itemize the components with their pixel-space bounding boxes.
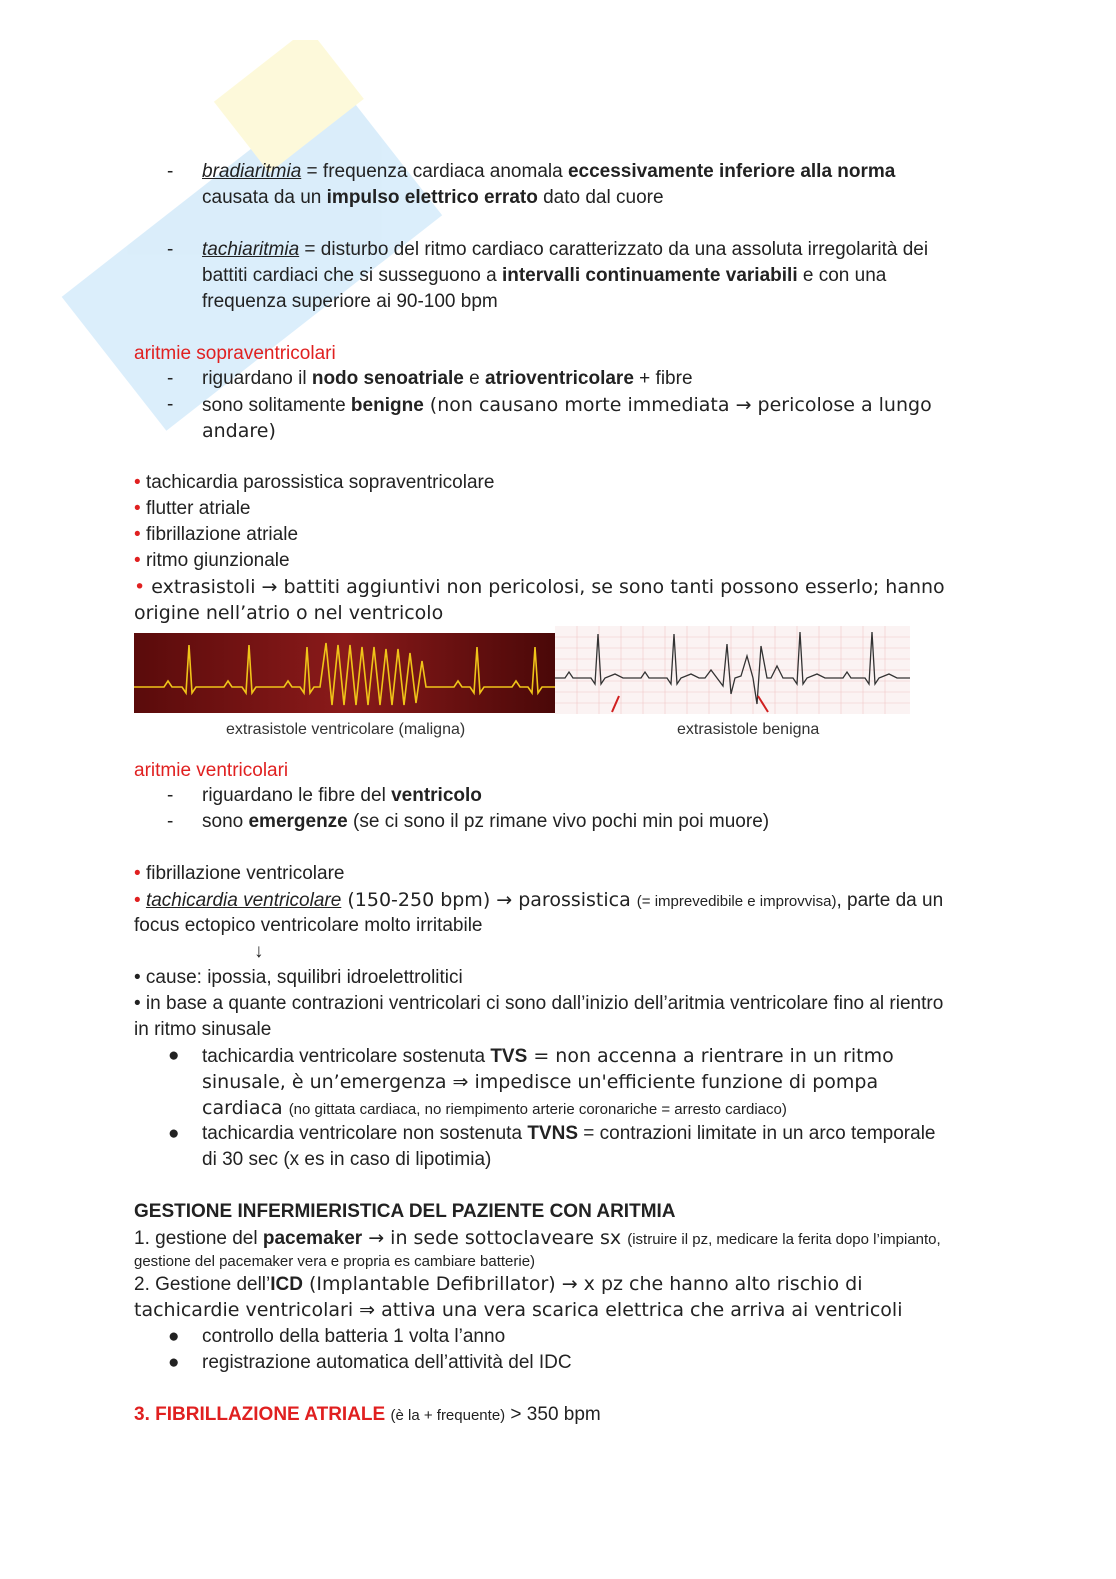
supra-item: • tachicardia parossistica sopraventricolare: [134, 472, 495, 493]
tachy-line-3: frequenza superiore ai 90-100 bpm: [202, 291, 498, 312]
figure-caption-left: extrasistole ventricolare (maligna): [226, 721, 466, 738]
list-dash: -: [167, 785, 174, 806]
fa-heading-line: 3. FIBRILLAZIONE ATRIALE (è la + frequente) > 350 bpm: [134, 1404, 601, 1425]
fa-heading: 3. FIBRILLAZIONE ATRIALE: [134, 1404, 386, 1425]
list-dot: ●: [168, 1123, 180, 1144]
ventr-item-fib: • fibrillazione ventricolare: [134, 863, 345, 884]
list-dash: -: [167, 161, 174, 182]
ventr-item-tv-cont: focus ectopico ventricolare molto irritabile: [134, 915, 483, 936]
gestione-p1: 1. gestione del pacemaker → in sede sottoclaveare sx (istruire il pz, medicare la ferita dopo l’impianto,: [134, 1227, 941, 1249]
tachy-term: tachiaritmia: [202, 239, 300, 260]
list-dot: ●: [168, 1326, 180, 1347]
supra-desc-2: sono solitamente benigne (non causano morte immediata → pericolose a lungo: [202, 394, 932, 416]
tachy-line-1: tachiaritmia = disturbo del ritmo cardiaco caratterizzato da una assoluta irregolarità dei: [202, 239, 929, 260]
figure-caption-right: extrasistole benigna: [677, 721, 820, 738]
supra-desc-2-cont: andare): [202, 420, 276, 442]
supra-heading: aritmie sopraventricolari: [134, 343, 336, 364]
gestione-p1-cont: gestione del pacemaker vera e propria es cambiare batterie): [134, 1253, 536, 1270]
ventr-item-tv: • tachicardia ventricolare (150-250 bpm) → parossistica (= imprevedibile e improvvisa), parte da un: [134, 889, 944, 911]
supra-item-extrasistoli-cont: origine nell’atrio o nel ventricolo: [134, 602, 444, 624]
list-dot: ●: [168, 1352, 180, 1373]
supra-item: • flutter atriale: [134, 498, 251, 519]
list-dash: -: [167, 239, 174, 260]
tvs-line-3: cardiaca (no gittata cardiaca, no riempimento arterie coronariche = arresto cardiaco): [202, 1097, 787, 1119]
ventr-cause: • cause: ipossia, squilibri idroelettrolitici: [134, 967, 463, 988]
ecg-malignant-image: [134, 633, 555, 713]
supra-desc-1: riguardano il nodo senoatriale e atrioventricolare + fibre: [202, 368, 693, 389]
gestione-p2-cont: tachicardie ventricolari ⇒ attiva una vera scarica elettrica che arriva ai ventricoli: [134, 1299, 903, 1321]
ventr-base-1: • in base a quante contrazioni ventricolari ci sono dall’inizio dell’aritmia ventricolare fino al rientro: [134, 993, 944, 1014]
ventr-desc-2: sono emergenze (se ci sono il pz rimane vivo pochi min poi muore): [202, 811, 770, 832]
ecg-benign-image: [555, 626, 910, 714]
brady-line-2: causata da un impulso elettrico errato dato dal cuore: [202, 187, 664, 208]
tvns-line-1: tachicardia ventricolare non sostenuta TVNS = contrazioni limitate in un arco temporale: [202, 1123, 936, 1144]
list-dash: -: [167, 368, 174, 389]
list-dash: -: [167, 394, 174, 415]
brady-line-1: bradiaritmia = frequenza cardiaca anomala eccessivamente inferiore alla norma: [202, 161, 896, 182]
tvns-line-2: di 30 sec (x es in caso di lipotimia): [202, 1149, 492, 1170]
supra-item-extrasistoli: • extrasistoli → battiti aggiuntivi non pericolosi, se sono tanti possono esserlo; hanno: [134, 576, 945, 598]
list-dot: ●: [168, 1045, 180, 1066]
list-dash: -: [167, 811, 174, 832]
supra-item: • fibrillazione atriale: [134, 524, 299, 545]
brady-term: bradiaritmia: [202, 161, 302, 182]
gestione-p2: 2. Gestione dell’ICD (Implantable Defibrillator) → x pz che hanno alto rischio di: [134, 1273, 863, 1295]
supra-item: • ritmo giunzionale: [134, 550, 290, 571]
ventr-base-2: in ritmo sinusale: [134, 1019, 272, 1040]
ventr-heading: aritmie ventricolari: [134, 760, 289, 781]
down-arrow: ↓: [254, 941, 264, 962]
tvs-line-2: sinusale, è un’emergenza ⇒ impedisce un'efficiente funzione di pompa: [202, 1071, 879, 1093]
gestione-heading: GESTIONE INFERMIERISTICA DEL PAZIENTE CON ARITMIA: [134, 1201, 676, 1222]
tachy-line-2: battiti cardiaci che si susseguono a intervalli continuamente variabili e con una: [202, 265, 887, 286]
gestione-bullet-1: controllo della batteria 1 volta l’anno: [202, 1326, 506, 1347]
tvs-line-1: tachicardia ventricolare sostenuta TVS = non accenna a rientrare in un ritmo: [202, 1045, 894, 1067]
gestione-bullet-2: registrazione automatica dell’attività del IDC: [202, 1352, 572, 1373]
ventr-desc-1: riguardano le fibre del ventricolo: [202, 785, 482, 806]
